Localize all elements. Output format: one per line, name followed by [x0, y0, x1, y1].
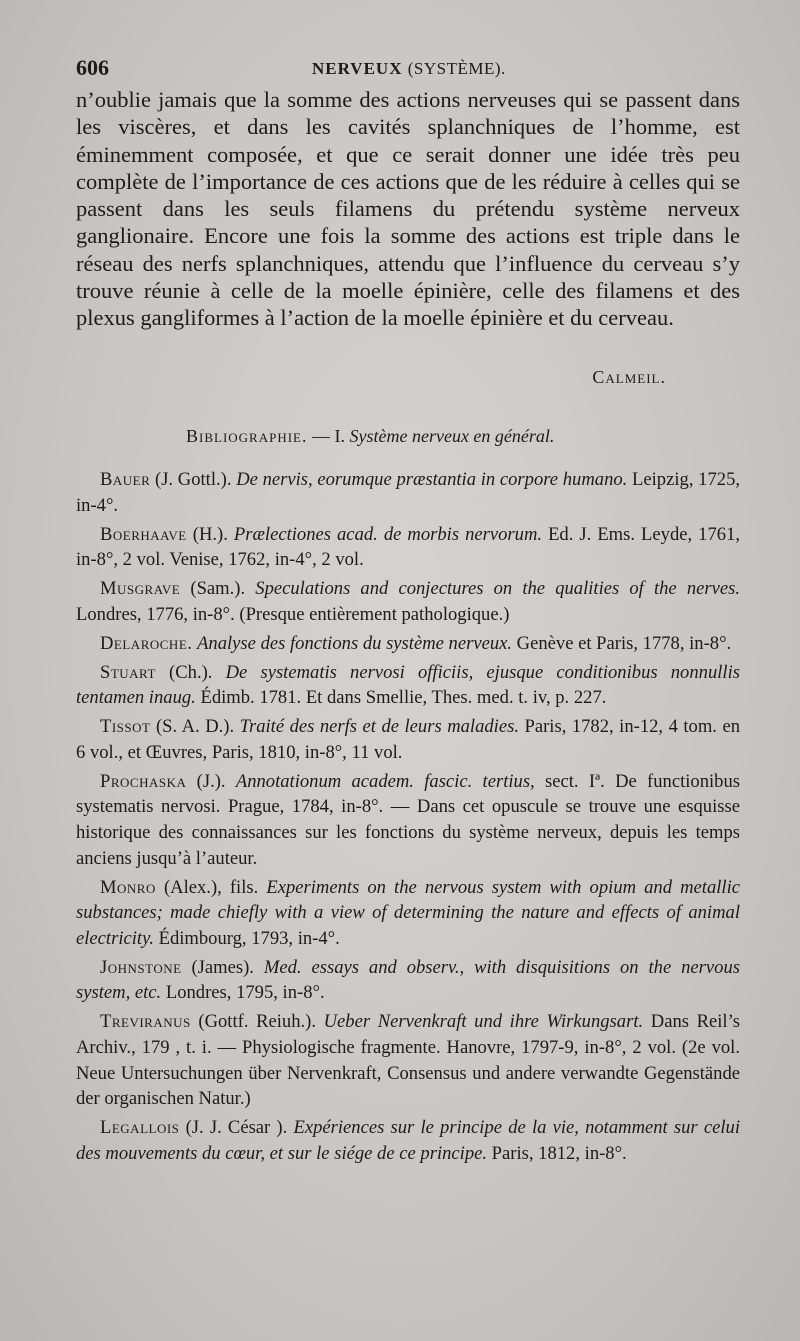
page-number: 606	[76, 55, 109, 80]
author-signature: Calmeil.	[592, 367, 666, 387]
bibliography-entry	[76, 522, 740, 573]
entry-pre: (Sam.).	[180, 578, 256, 600]
running-head-main: NERVEUX	[312, 59, 403, 78]
entry-title: Ueber Nervenkraft und ihre Wirkungsart.	[323, 1011, 644, 1033]
entry-title: De nervis, eorumque præstantia in corpore humano.	[236, 469, 628, 490]
bibliography-subtitle: Système nerveux en général.	[349, 426, 555, 446]
entry-post: Paris, 1812, in-8°.	[487, 1142, 627, 1164]
entry-post: Londres, 1795, in-8°.	[161, 982, 325, 1004]
entry-post: Ed. J. Ems. Leyde, 1761, in-8°, 2 vol. Venise, 1762, in-4°, 2 vol.	[76, 523, 741, 571]
entry-title: Annotationum academ. fascic. tertius,	[235, 770, 535, 792]
bibliography-entry	[76, 1115, 740, 1166]
entry-title: Traité des nerfs et de leurs maladies.	[239, 716, 519, 738]
entry-post: Genève et Paris, 1778, in-8°.	[512, 632, 732, 654]
running-head-sub: (SYSTÈME).	[407, 59, 506, 78]
entry-pre: (H.).	[186, 523, 234, 545]
entry-title: Analyse des fonctions du système nerveux.	[197, 632, 513, 654]
entry-pre: (J. J. César ).	[179, 1117, 294, 1139]
bibliography-entry	[76, 769, 740, 871]
running-head	[312, 59, 506, 79]
bibliography-list	[76, 467, 740, 1170]
entry-post: Édimbourg, 1793, in-4°.	[153, 927, 340, 949]
bibliography-entry	[76, 576, 740, 627]
entry-pre: (S. A. D.).	[150, 716, 240, 738]
entry-author: Treviranus	[100, 1011, 191, 1033]
body-paragraph	[76, 86, 740, 332]
entry-pre: (Alex.), fils.	[155, 876, 267, 898]
bibliography-entry	[76, 1009, 740, 1111]
entry-title: De systematis nervosi officiis, ejusque conditionibus nonnullis tentamen inaug.	[76, 661, 740, 709]
entry-author: Monro	[100, 876, 156, 898]
entry-post: Leipzig, 1725, in-4°.	[76, 469, 741, 516]
entry-author: Tissot	[100, 716, 151, 738]
entry-author: Musgrave	[100, 578, 181, 600]
entry-post: Paris, 1782, in-12, 4 tom. en 6 vol., et Œuvres, Paris, 1810, in-8°, 11 vol.	[76, 716, 740, 763]
bibliography-entry	[76, 955, 740, 1006]
bibliography-heading	[186, 426, 554, 447]
bibliography-entry	[76, 631, 740, 657]
page-header	[76, 55, 740, 85]
bibliography-entry	[76, 875, 740, 952]
entry-author: Legallois	[100, 1117, 180, 1139]
entry-post: sect. Iª. De functionibus systematis nervosi. Prague, 1784, in-8°. — Dans cet opuscule se trouve une esquisse historique des connaissances sur les fonctions du système nerveux, depuis les temps anciens jusqu’à l’auteur.	[76, 770, 741, 869]
bibliography-dash: — I.	[307, 426, 350, 446]
entry-post: Édimb. 1781. Et dans Smellie, Thes. med. t. iv, p. 227.	[195, 687, 607, 709]
entry-author: Delaroche.	[100, 632, 193, 654]
entry-title: Med. essays and observ., with disquisitions on the nervous system, etc.	[76, 956, 740, 1004]
bibliography-entry	[76, 660, 740, 711]
entry-author: Johnstone	[100, 956, 182, 978]
entry-author: Boerhaave	[100, 523, 187, 545]
bibliography-label: Bibliographie.	[186, 426, 308, 446]
entry-post: Londres, 1776, in-8°. (Presque entièrement pathologique.)	[76, 603, 510, 625]
entry-post: Dans Reil’s Archiv., 179 , t. i. — Physiologische fragmente. Hanovre, 1797-9, in-8°, 2 vol. (2e vol. Neue Untersuchungen über Nervenkraft, Consensus und andere verwandte Gegenstände der organischen Natur.)	[76, 1011, 740, 1110]
bibliography-entry	[76, 714, 740, 765]
entry-author: Bauer	[100, 469, 151, 490]
entry-pre: (James).	[181, 956, 264, 978]
bibliography-entry	[76, 467, 740, 518]
entry-title: Expériences sur le principe de la vie, notamment sur celui des mouvements du cœur, et sur le siége de ce principe.	[76, 1117, 740, 1164]
entry-title: Prælectiones acad. de morbis nervorum.	[233, 523, 543, 545]
entry-title: Experiments on the nervous system with opium and metallic substances; made chiefly with a view of determining the nature and effects of animal electricity.	[76, 876, 740, 949]
paragraph-text: n’oublie jamais que la somme des actions nerveuses qui se passent dans les viscères, et dans les cavités splanchniques de l’homme, est éminemment composée, et que ce serait donner une idée très peu complète de l’importance de ces actions que de les réduire à celles qui se passent dans les seuls filamens du prétendu système nerveux ganglionaire. Encore une fois la somme des actions est triple dans le réseau des nerfs splanchniques, attendu que l’influence du cerveau s’y trouve réunie à celle de la moelle épinière, celle des filamens et des plexus gangliformes à l’action de la moelle épinière et du cerveau.	[76, 87, 740, 331]
entry-pre: (Gottf. Reiuh.).	[190, 1011, 324, 1033]
entry-pre: (Ch.).	[155, 661, 226, 683]
entry-pre: (J. Gottl.).	[150, 469, 237, 490]
entry-author: Stuart	[100, 661, 156, 683]
entry-author: Prochaska	[100, 770, 187, 792]
entry-pre: (J.).	[186, 770, 236, 792]
entry-title: Speculations and conjectures on the qualities of the nerves.	[255, 578, 740, 600]
